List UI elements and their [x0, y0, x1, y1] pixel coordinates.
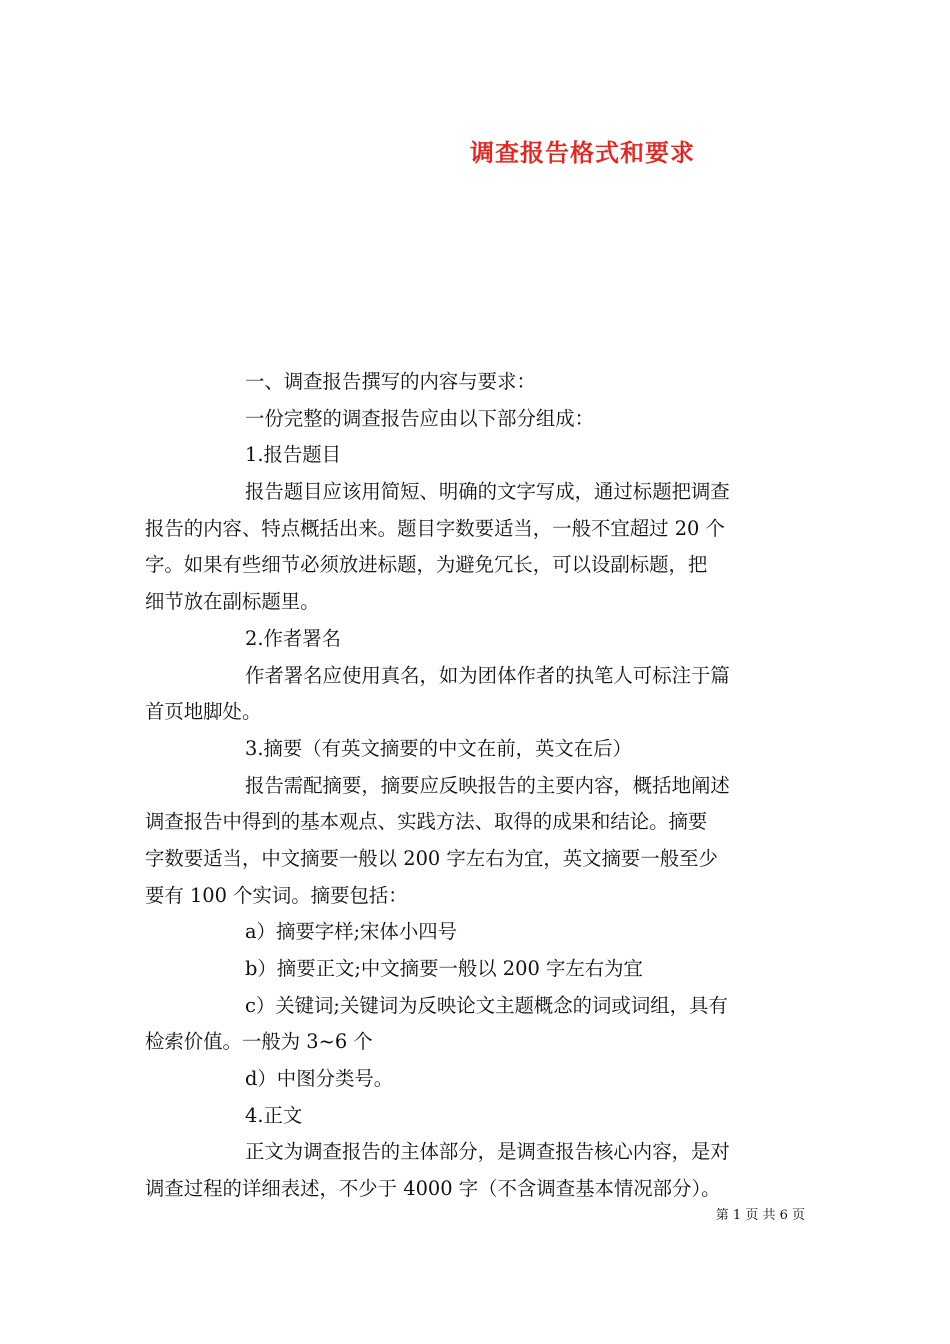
body-line: c）关键词;关键词为反映论文主题概念的词或词组，具有 [245, 993, 728, 1017]
document-body [145, 364, 807, 1208]
body-line: 报告需配摘要，摘要应反映报告的主要内容，概括地阐述 [245, 773, 730, 797]
body-line: 报告的内容、特点概括出来。题目字数要适当，一般不宜超过 20 个 [145, 516, 725, 540]
body-line: 要有 100 个实词。摘要包括： [145, 883, 408, 907]
body-line: 一份完整的调查报告应由以下部分组成： [245, 406, 595, 430]
body-line: 1.报告题目 [245, 443, 342, 467]
body-line: 报告题目应该用简短、明确的文字写成，通过标题把调查 [245, 480, 730, 504]
body-line: 检索价值。一般为 3~6 个 [145, 1030, 373, 1054]
body-line: 首页地脚处。 [145, 700, 262, 724]
body-line: 3.摘要（有英文摘要的中文在前，英文在后） [245, 736, 632, 760]
body-line: 4.正文 [245, 1103, 303, 1127]
body-line: 字。如果有些细节必须放进标题，为避免冗长，可以设副标题，把 [145, 553, 708, 577]
body-line: d）中图分类号。 [245, 1067, 394, 1091]
document-title: 调查报告格式和要求 [470, 138, 695, 167]
body-line: 调查报告中得到的基本观点、实践方法、取得的成果和结论。摘要 [145, 810, 708, 834]
body-line: 调查过程的详细表述，不少于 4000 字（不含调查基本情况部分）。 [145, 1177, 721, 1201]
body-line: 2.作者署名 [245, 626, 342, 650]
body-line: a）摘要字样;宋体小四号 [245, 920, 457, 944]
body-line: 细节放在副标题里。 [145, 590, 320, 614]
body-line: b）摘要正文;中文摘要一般以 200 字左右为宜 [245, 957, 643, 980]
body-line: 作者署名应使用真名，如为团体作者的执笔人可标注于篇 [245, 663, 730, 687]
body-line: 正文为调查报告的主体部分，是调查报告核心内容，是对 [245, 1140, 730, 1164]
body-line: 一、调查报告撰写的内容与要求： [245, 370, 536, 393]
page-number-footer: 第 1 页 共 6 页 [715, 1208, 805, 1223]
body-line: 字数要适当，中文摘要一般以 200 字左右为宜，英文摘要一般至少 [145, 846, 718, 870]
